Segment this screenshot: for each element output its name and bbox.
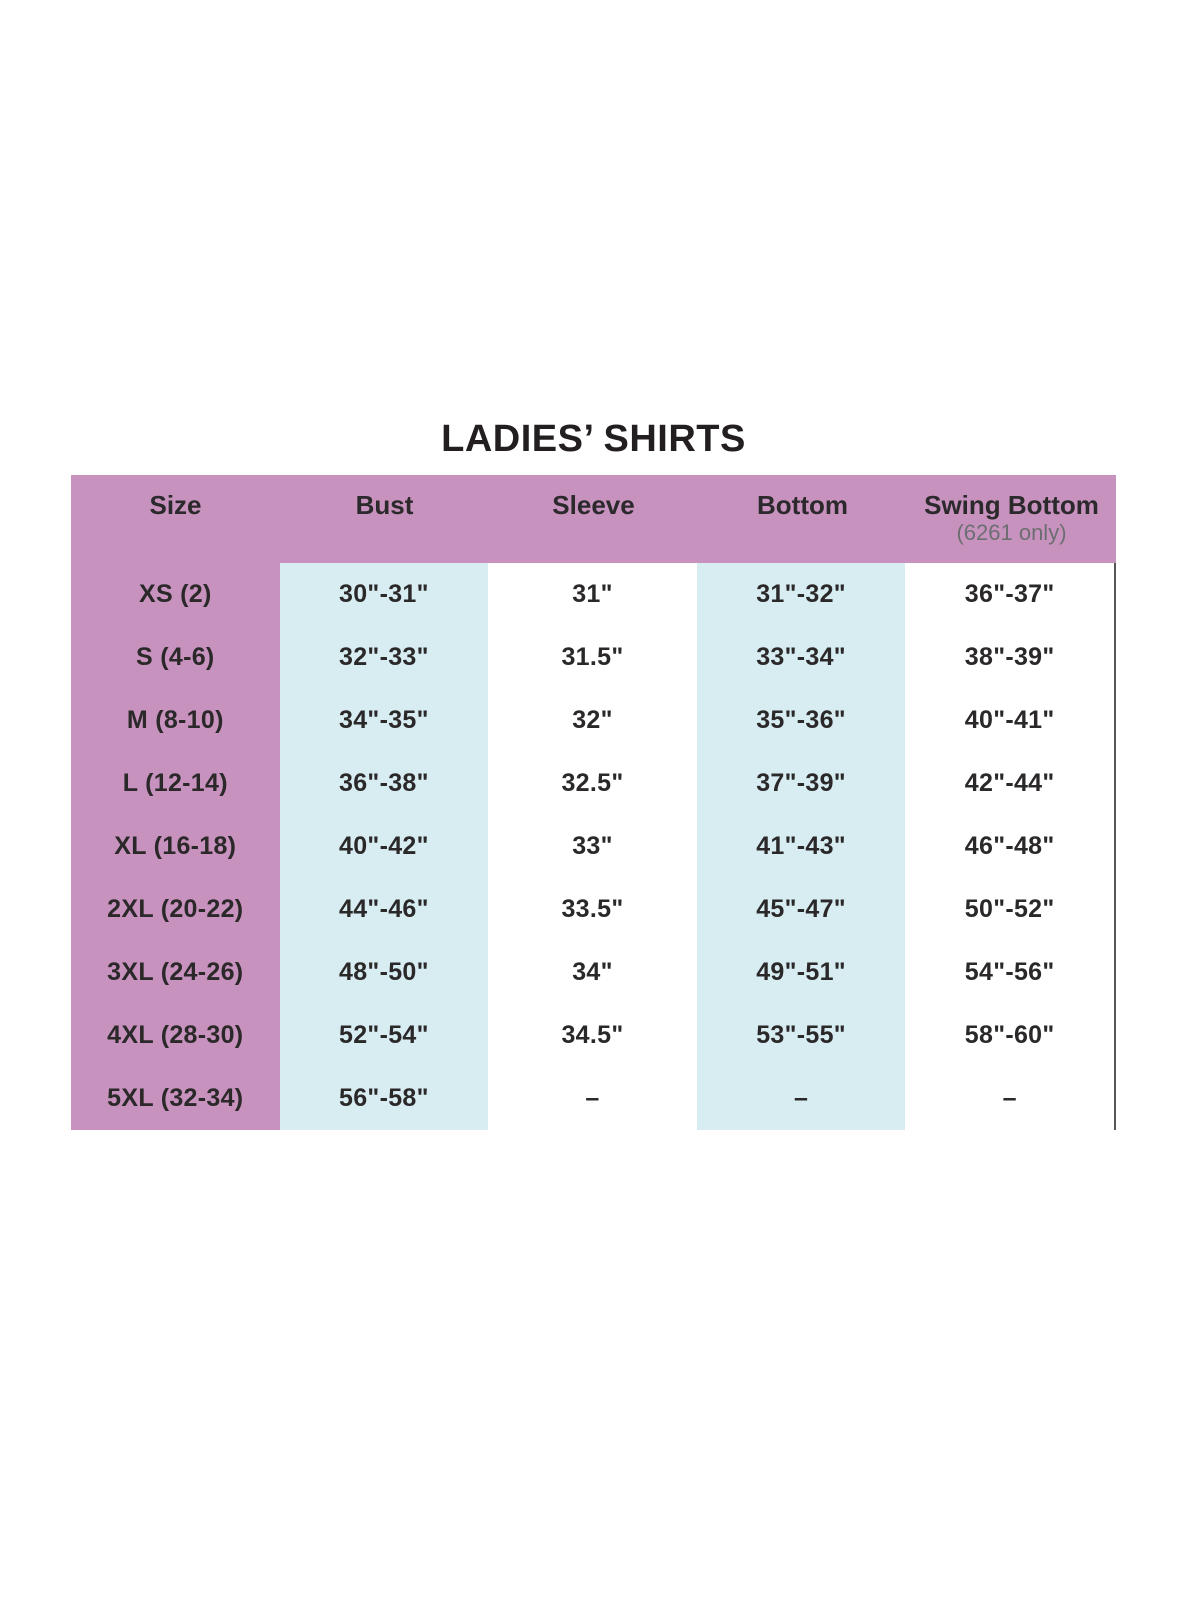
column-header-size xyxy=(71,475,280,563)
bottom-cell: 33"-34" xyxy=(697,626,906,689)
table-row xyxy=(71,1067,1114,1130)
swing-bottom-cell: 42"-44" xyxy=(964,769,1055,797)
bust-cell: 48"-50" xyxy=(280,941,489,1004)
size-cell: XS (2) xyxy=(71,563,280,626)
column-header-label: Swing Bottom xyxy=(924,490,1099,520)
swing-bottom-cell: 58"-60" xyxy=(964,1021,1055,1049)
column-header-bottom xyxy=(698,475,907,563)
sleeve-cell: 33.5" xyxy=(561,895,624,923)
size-cell: S (4-6) xyxy=(71,626,280,689)
table-header-row xyxy=(71,475,1116,563)
table-row xyxy=(71,941,1114,1004)
size-cell: XL (16-18) xyxy=(71,815,280,878)
swing-bottom-cell: 54"-56" xyxy=(964,958,1055,986)
bust-cell: 30"-31" xyxy=(280,563,489,626)
bottom-cell: – xyxy=(697,1067,906,1130)
sleeve-cell: 31.5" xyxy=(561,643,624,671)
size-cell: 3XL (24-26) xyxy=(71,941,280,1004)
bust-cell: 56"-58" xyxy=(280,1067,489,1130)
bust-cell: 34"-35" xyxy=(280,689,489,752)
column-header-label: Sleeve xyxy=(552,490,635,520)
swing-bottom-cell: – xyxy=(1002,1084,1017,1112)
column-header-bust xyxy=(280,475,489,563)
sleeve-cell: 33" xyxy=(572,832,613,860)
column-header-label: Size xyxy=(149,490,202,520)
size-cell: 2XL (20-22) xyxy=(71,878,280,941)
table-row xyxy=(71,689,1114,752)
sleeve-cell: 32" xyxy=(572,706,613,734)
bottom-cell: 49"-51" xyxy=(697,941,906,1004)
bust-cell: 32"-33" xyxy=(280,626,489,689)
swing-bottom-cell: 36"-37" xyxy=(964,580,1055,608)
column-header-label: Bottom xyxy=(757,490,848,520)
page-title: LADIES’ SHIRTS xyxy=(441,418,746,460)
bust-cell: 52"-54" xyxy=(280,1004,489,1067)
size-cell: M (8-10) xyxy=(71,689,280,752)
bust-cell: 40"-42" xyxy=(280,815,489,878)
sleeve-cell: – xyxy=(585,1084,600,1112)
bottom-cell: 31"-32" xyxy=(697,563,906,626)
sleeve-cell: 32.5" xyxy=(561,769,624,797)
sleeve-cell: 31" xyxy=(572,580,613,608)
table-row xyxy=(71,563,1114,626)
bottom-cell: 53"-55" xyxy=(697,1004,906,1067)
table-body xyxy=(71,563,1116,1130)
size-cell: 4XL (28-30) xyxy=(71,1004,280,1067)
table-row xyxy=(71,815,1114,878)
bust-cell: 44"-46" xyxy=(280,878,489,941)
swing-bottom-cell: 40"-41" xyxy=(964,706,1055,734)
column-header-sublabel: (6261 only) xyxy=(956,520,1067,546)
bottom-cell: 45"-47" xyxy=(697,878,906,941)
swing-bottom-cell: 38"-39" xyxy=(964,643,1055,671)
bottom-cell: 35"-36" xyxy=(697,689,906,752)
column-header-swing-bottom xyxy=(907,475,1116,563)
bottom-cell: 41"-43" xyxy=(697,815,906,878)
column-header-label: Bust xyxy=(355,490,414,520)
bust-cell: 36"-38" xyxy=(280,752,489,815)
swing-bottom-cell: 46"-48" xyxy=(964,832,1055,860)
table-row xyxy=(71,1004,1114,1067)
column-header-sleeve xyxy=(489,475,698,563)
table-row xyxy=(71,752,1114,815)
size-cell: L (12-14) xyxy=(71,752,280,815)
table-row xyxy=(71,626,1114,689)
sleeve-cell: 34.5" xyxy=(561,1021,624,1049)
sleeve-cell: 34" xyxy=(572,958,613,986)
size-cell: 5XL (32-34) xyxy=(71,1067,280,1130)
table-row xyxy=(71,878,1114,941)
bottom-cell: 37"-39" xyxy=(697,752,906,815)
swing-bottom-cell: 50"-52" xyxy=(964,895,1055,923)
size-chart-table xyxy=(71,475,1116,1130)
